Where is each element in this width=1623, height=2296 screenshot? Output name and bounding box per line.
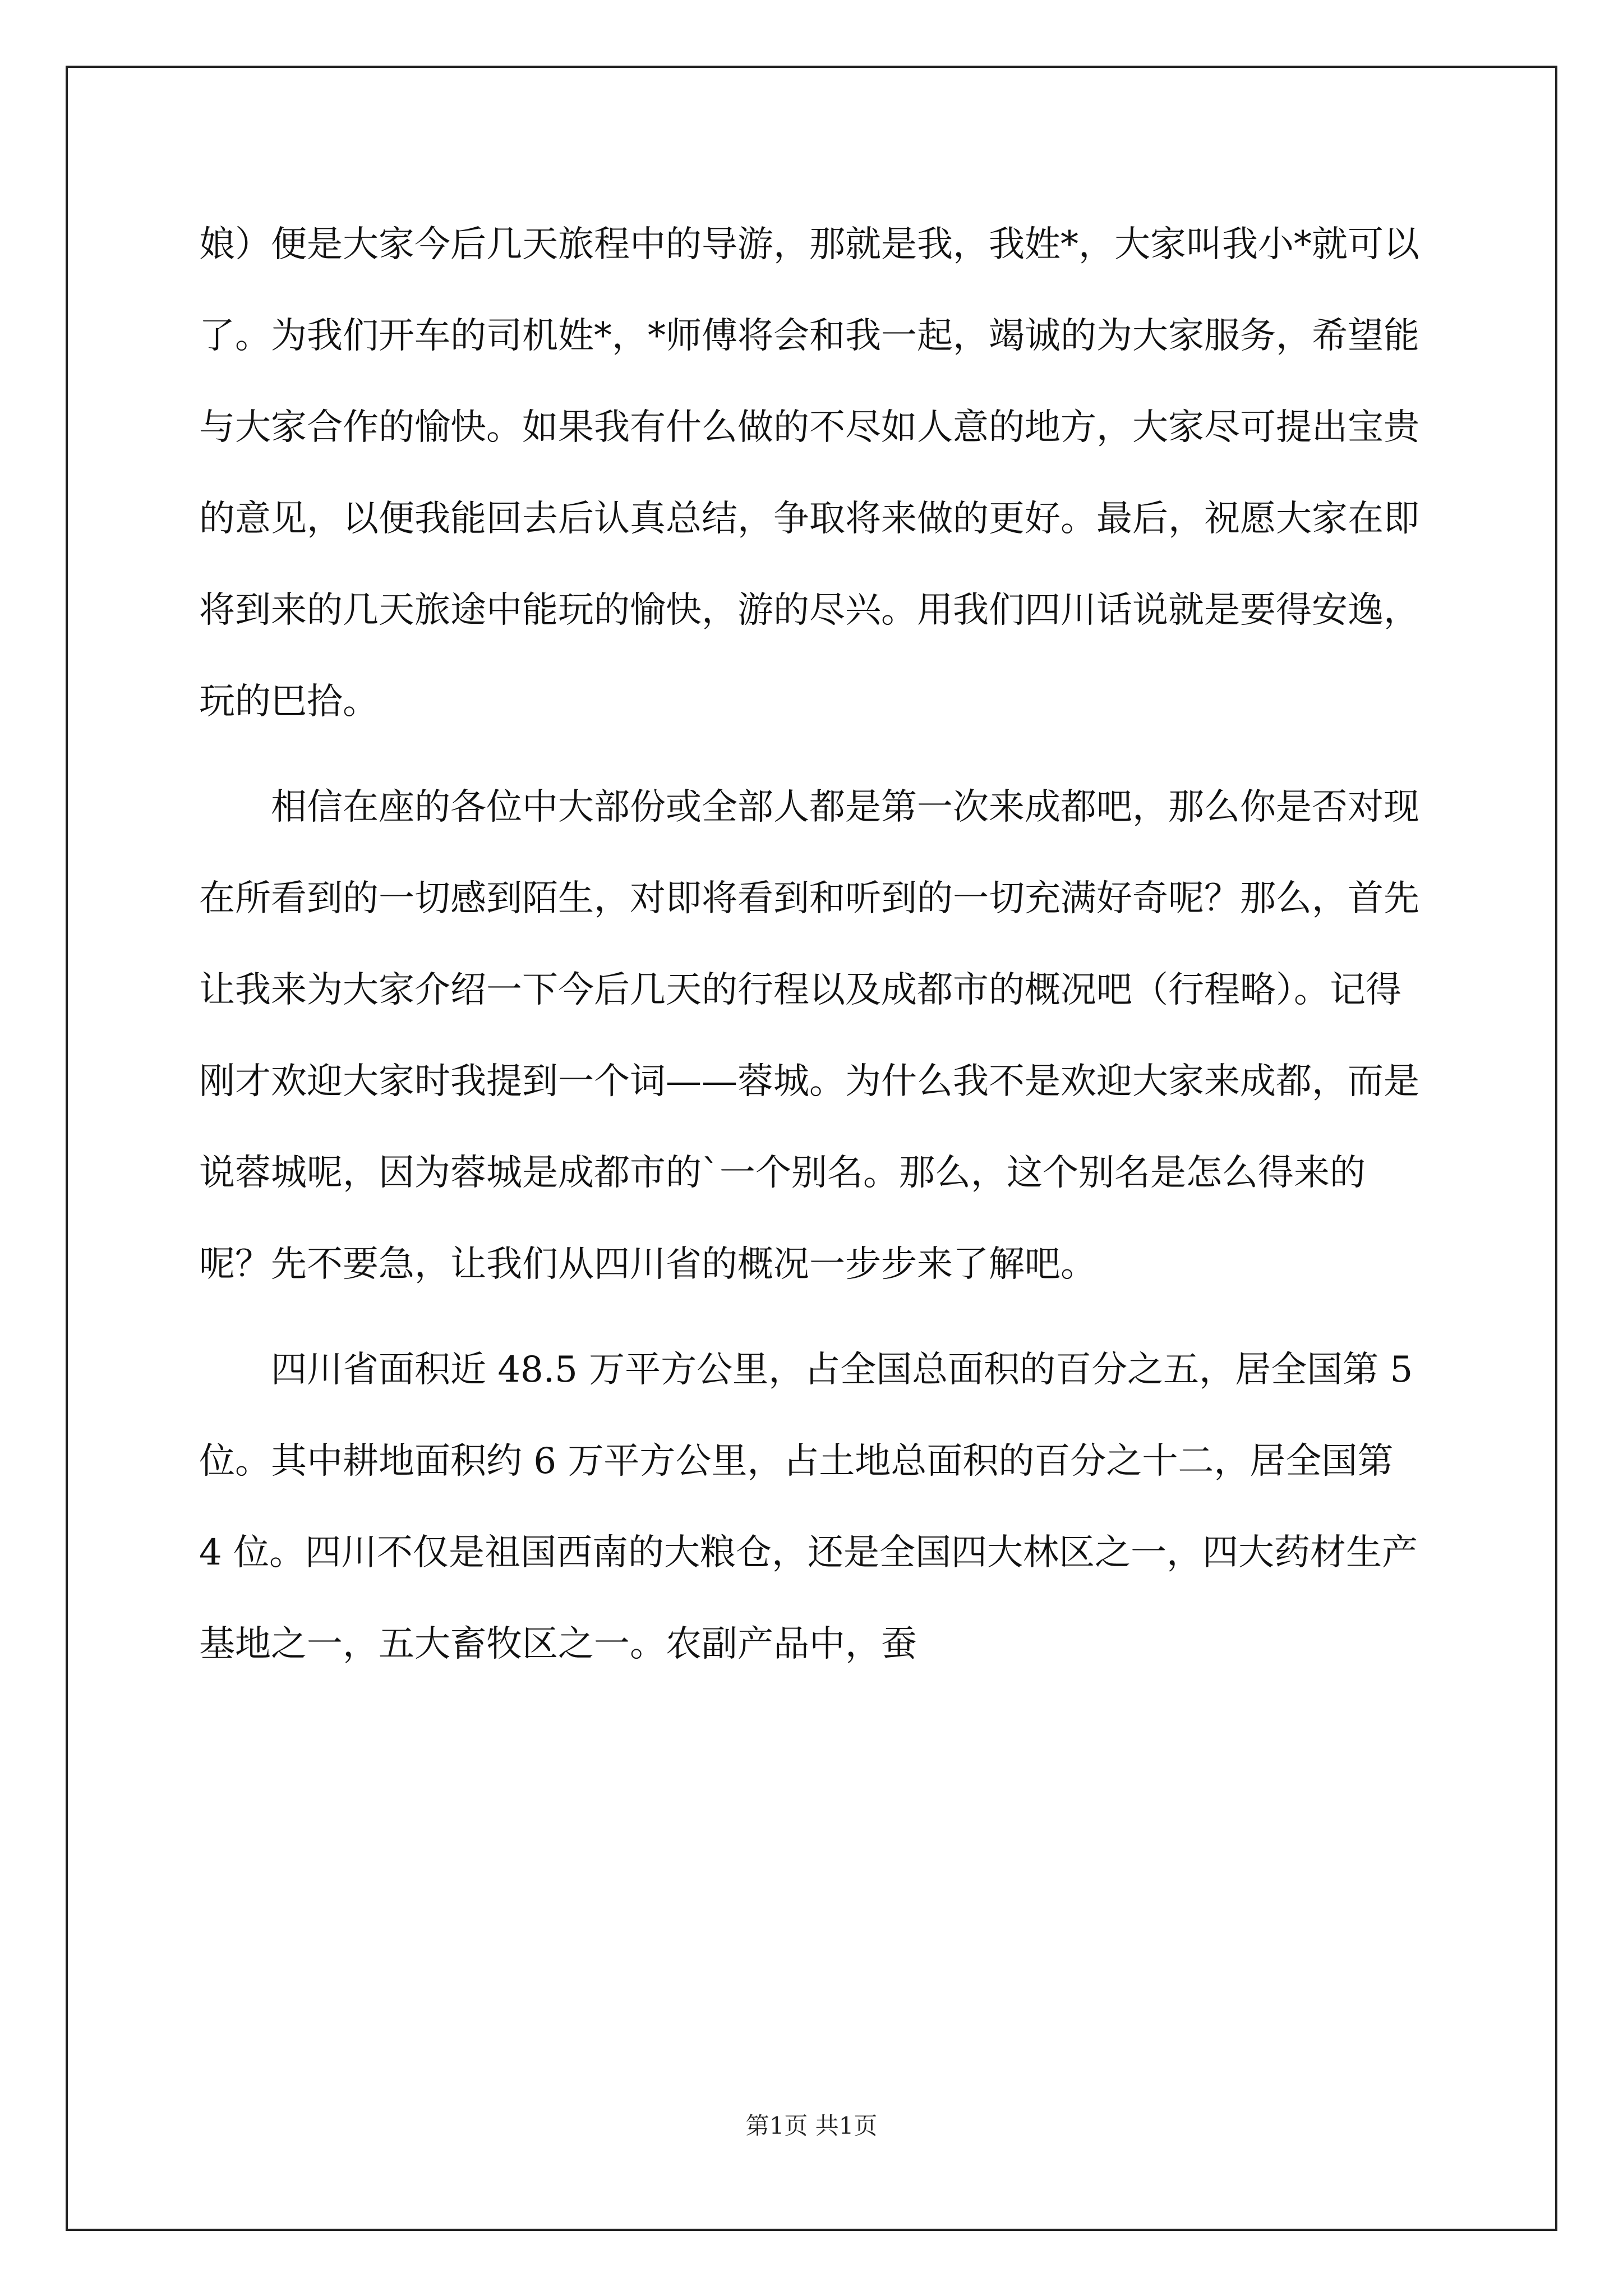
paragraph: 四川省面积近 48.5 万平方公里，占全国总面积的百分之五，居全国第 5 位。其中耕地面积约 6 万平方公里，占土地总面积的百分之十二，居全国第 4 位。四川不仅是祖国西南的大粮仓，还是全国四大林区之一，四大药材生产基地之一，五大畜牧区之一。农副产品中，蚕: [199, 1349, 1424, 1665]
paragraph-continued: 娘）便是大家今后几天旅程中的导游，那就是我，我姓*，大家叫我小*就可以了。为我们开车的司机姓*，*师傅将会和我一起，竭诚的为大家服务，希望能与大家合作的愉快。如果我有什么做的不尽如人意的地方，大家尽可提出宝贵的意见，以便我能回去后认真总结，争取将来做的更好。最后，祝愿大家在即将到来的几天旅途中能玩的愉快，游的尽兴。用我们四川话说就是要得安逸，玩的巴拾。: [199, 224, 1419, 723]
page-footer: 第1页 共1页: [745, 2112, 878, 2139]
document-body: [199, 199, 1427, 1704]
paragraph: 相信在座的各位中大部份或全部人都是第一次来成都吧，那么你是否对现在所看到的一切感到陌生，对即将看到和听到的一切充满好奇呢？那么，首先让我来为大家介绍一下今后几天的行程以及成都市的概况吧（行程略）。记得刚才欢迎大家时我提到一个词——蓉城。为什么我不是欢迎大家来成都，而是说蓉城呢，因为蓉城是成都市的`一个别名。那么，这个别名是怎么得来的呢？先不要急，让我们从四川省的概况一步步来了解吧。: [199, 786, 1419, 1285]
